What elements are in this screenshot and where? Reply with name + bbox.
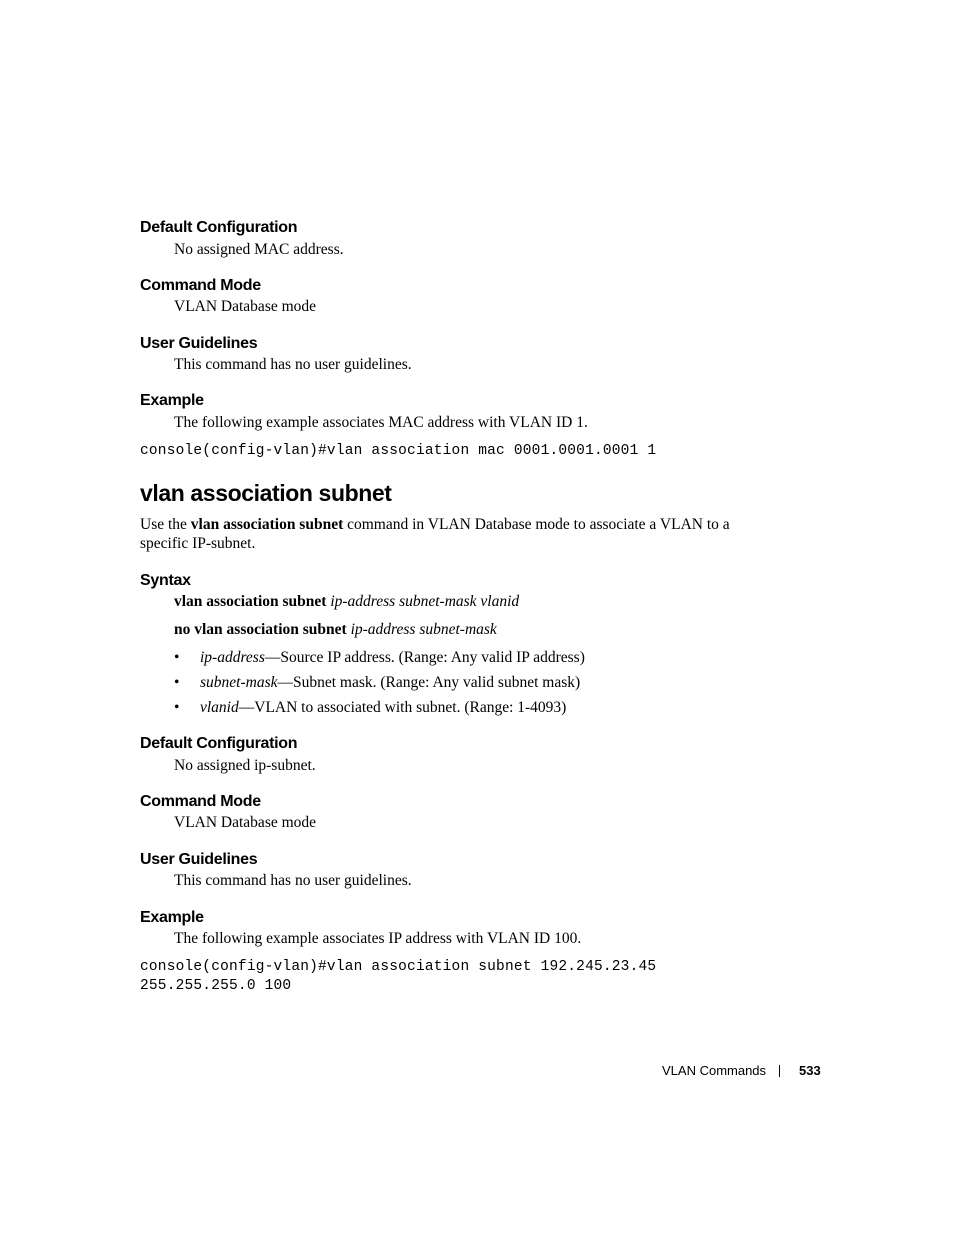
syntax2-params: ip-address subnet-mask xyxy=(350,621,497,638)
footer-chapter: VLAN Commands xyxy=(662,1063,767,1078)
default-configuration-text-2: No assigned ip-subnet. xyxy=(174,757,316,774)
command-mode-text-2: VLAN Database mode xyxy=(174,814,317,831)
command-intro-line2: specific IP-subnet. xyxy=(140,535,256,552)
syntax1-command: vlan association subnet xyxy=(174,593,327,610)
command-mode-heading-2: Command Mode xyxy=(140,793,261,810)
param-name: vlanid xyxy=(200,699,239,716)
example-text-2: The following example associates IP address with VLAN ID 100. xyxy=(174,930,582,947)
param-item xyxy=(200,649,585,667)
intro-suffix: command in VLAN Database mode to associate a VLAN to a xyxy=(343,516,730,533)
example-text: The following example associates MAC address with VLAN ID 1. xyxy=(174,414,588,431)
param-item xyxy=(200,699,566,717)
user-guidelines-text: This command has no user guidelines. xyxy=(174,356,412,373)
command-mode-heading: Command Mode xyxy=(140,277,261,294)
example-code: console(config-vlan)#vlan association mac 0001.0001.0001 1 xyxy=(140,443,657,459)
intro-command-name: vlan association subnet xyxy=(190,516,344,533)
command-mode-text: VLAN Database mode xyxy=(174,298,317,315)
user-guidelines-heading: User Guidelines xyxy=(140,335,258,352)
syntax2-command: no vlan association subnet xyxy=(174,621,347,638)
command-intro xyxy=(140,516,730,534)
param-item xyxy=(200,674,580,692)
default-configuration-heading: Default Configuration xyxy=(140,219,298,236)
param-desc: —Subnet mask. (Range: Any valid subnet mask) xyxy=(277,674,581,691)
param-desc: —VLAN to associated with subnet. (Range: 1-4093) xyxy=(238,699,567,716)
default-configuration-heading-2: Default Configuration xyxy=(140,735,298,752)
command-title: vlan association subnet xyxy=(140,480,392,506)
example-code-line-1: console(config-vlan)#vlan association subnet 192.245.23.45 xyxy=(140,959,657,975)
page-number: 533 xyxy=(799,1063,821,1078)
intro-prefix: Use the xyxy=(140,516,191,533)
bullet-marker: • xyxy=(174,674,180,691)
bullet-marker: • xyxy=(174,699,180,716)
example-code-line-2: 255.255.255.0 100 xyxy=(140,978,292,994)
syntax-line-2 xyxy=(174,621,497,639)
bullet-marker: • xyxy=(174,649,180,666)
footer-separator xyxy=(779,1065,780,1077)
example-heading: Example xyxy=(140,392,204,409)
syntax-heading: Syntax xyxy=(140,572,191,589)
syntax1-params: ip-address subnet-mask vlanid xyxy=(330,593,520,610)
example-heading-2: Example xyxy=(140,909,204,926)
user-guidelines-heading-2: User Guidelines xyxy=(140,851,258,868)
param-name: subnet-mask xyxy=(200,674,278,691)
default-configuration-text: No assigned MAC address. xyxy=(174,241,344,258)
syntax-line-1 xyxy=(174,593,519,611)
param-desc: —Source IP address. (Range: Any valid IP address) xyxy=(264,649,585,666)
param-name: ip-address xyxy=(200,649,265,666)
user-guidelines-text-2: This command has no user guidelines. xyxy=(174,872,412,889)
